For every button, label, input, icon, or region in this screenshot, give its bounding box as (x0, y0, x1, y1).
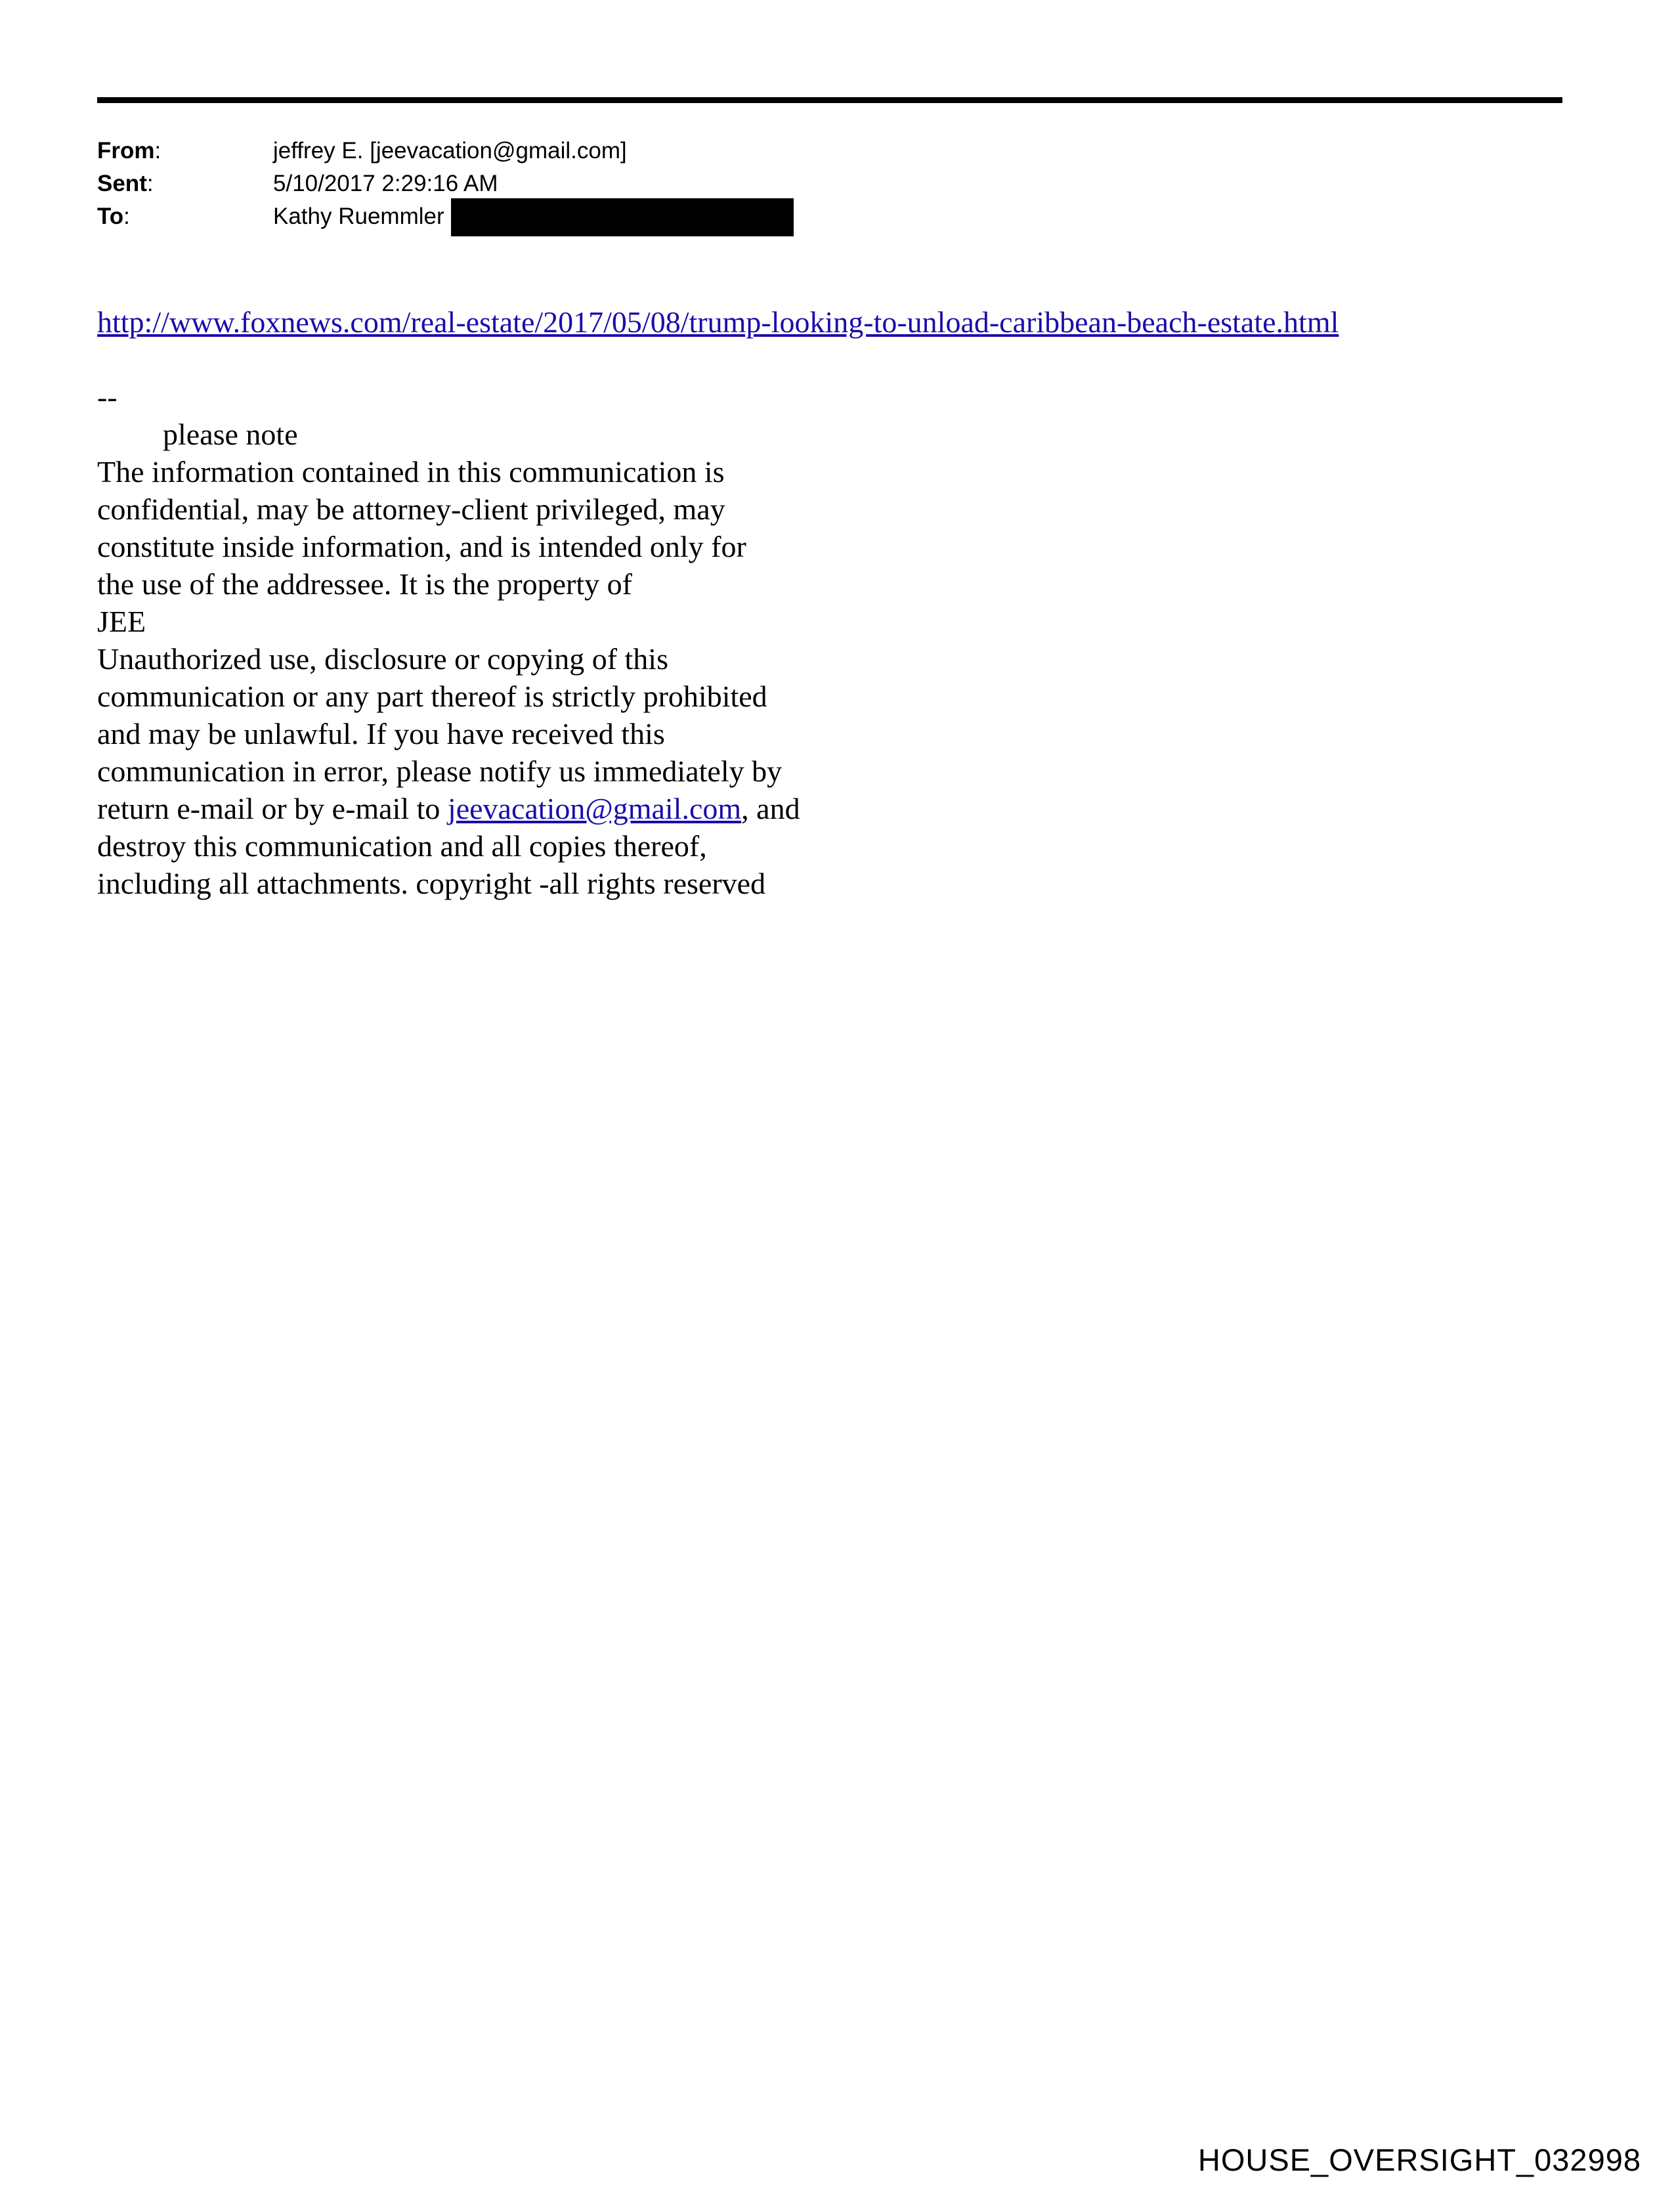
disclaimer-line: and may be unlawful. If you have received this (97, 717, 665, 750)
bates-number: HOUSE_OVERSIGHT_032998 (1197, 2142, 1641, 2177)
redaction-block (451, 198, 794, 236)
return-suffix: , and (741, 792, 800, 825)
sent-row (97, 168, 498, 200)
signature-separator: -- (97, 380, 118, 414)
article-link[interactable]: http://www.foxnews.com/real-estate/2017/05/08/trump-looking-to-unload-caribbean-beach-estate.html (97, 305, 1339, 339)
article-link-row (97, 303, 1339, 341)
to-colon: : (123, 204, 130, 229)
disclaimer-line: communication or any part thereof is strictly prohibited (97, 680, 767, 713)
to-label: To (97, 204, 124, 229)
please-note: please note (163, 418, 298, 451)
from-colon: : (154, 138, 161, 163)
to-value: Kathy Ruemmler (273, 204, 444, 229)
disclaimer-line: constitute inside information, and is intended only for (97, 530, 746, 563)
email-link[interactable]: jeevacation@gmail.com (447, 792, 742, 825)
disclaimer-line: confidential, may be attorney-client privileged, may (97, 492, 725, 526)
disclaimer-line: The information contained in this communication is (97, 455, 725, 488)
from-value: jeffrey E. [jeevacation@gmail.com] (273, 138, 627, 163)
from-row (97, 135, 627, 167)
to-value-wrap (273, 201, 794, 236)
disclaimer-email-line (97, 790, 800, 827)
sent-label: Sent (97, 171, 147, 196)
sent-colon: : (146, 171, 154, 196)
to-row (97, 201, 444, 232)
from-label: From (97, 138, 155, 163)
disclaimer-line: JEE (97, 605, 146, 638)
disclaimer-line: including all attachments. copyright -all rights reserved (97, 867, 766, 900)
return-prefix: return e-mail or by e-mail to (97, 792, 448, 825)
disclaimer-line: the use of the addressee. It is the property of (97, 567, 632, 601)
disclaimer-line: communication in error, please notify us immediately by (97, 754, 783, 788)
disclaimer-line: destroy this communication and all copies thereof, (97, 829, 707, 863)
sent-value: 5/10/2017 2:29:16 AM (273, 171, 498, 196)
disclaimer-line: Unauthorized use, disclosure or copying of this (97, 642, 668, 676)
header-rule (97, 97, 1562, 103)
